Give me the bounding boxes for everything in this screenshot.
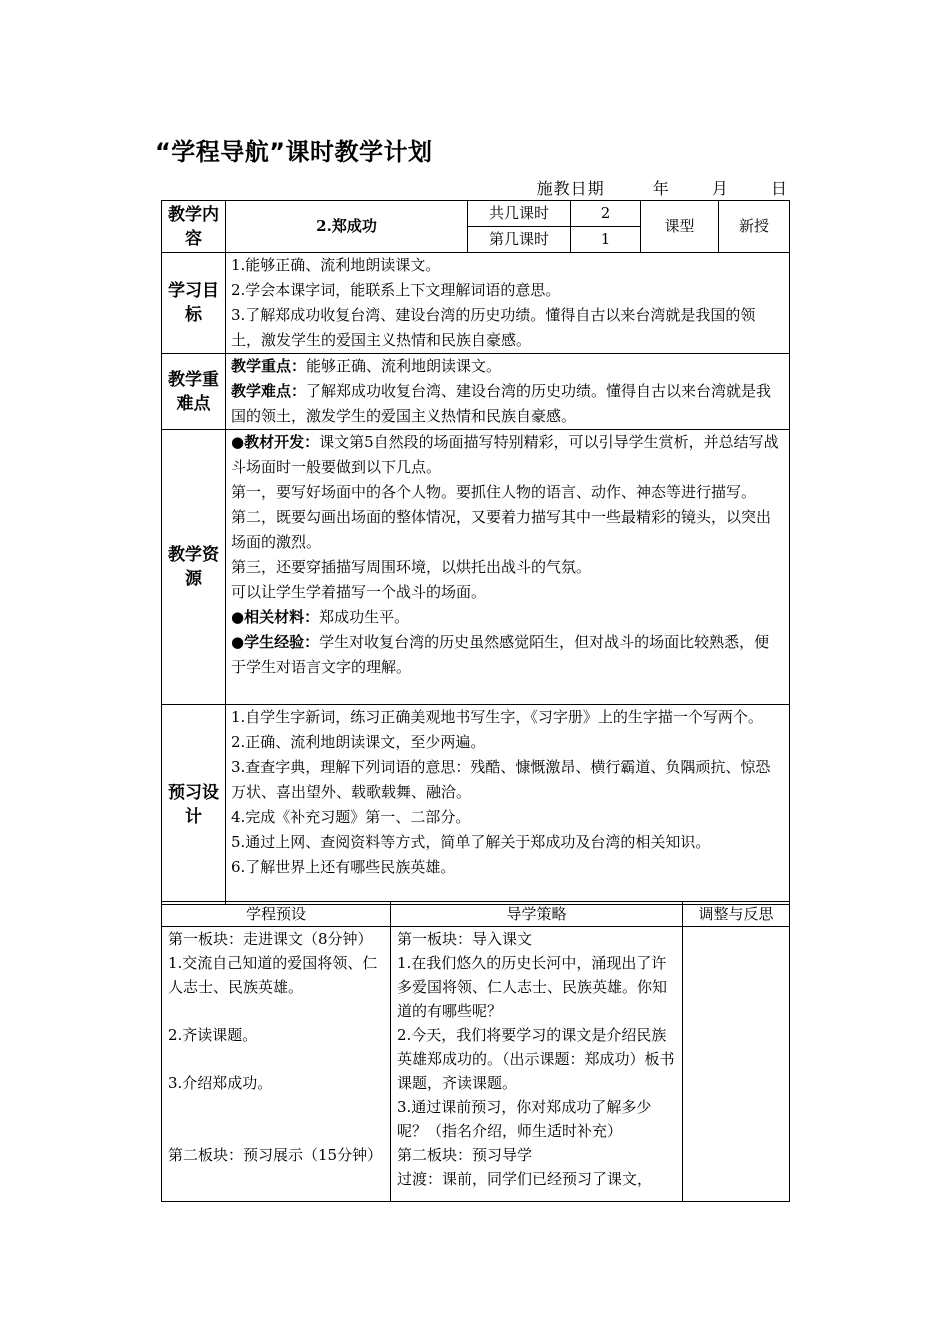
preset-step: 3.介绍郑成功。	[168, 1074, 273, 1092]
date-year: 年	[652, 179, 670, 198]
focus-label: 教学重点：	[231, 357, 307, 375]
preview-item: 1.自学生字新词，练习正确美观地书写生字，《习字册》上的生字描一个写两个。	[231, 708, 763, 726]
strategy-cell	[391, 927, 683, 1202]
strategy-step: 1.在我们悠久的历史长河中，涌现出了许多爱国将领、仁人志士、民族英雄。你知道的有哪些呢？	[397, 954, 668, 1020]
preview-label: 预习设计	[162, 705, 226, 905]
total-periods-label: 共几课时	[468, 201, 571, 227]
total-periods-value: 2	[571, 201, 641, 227]
content-label: 教学内容	[162, 201, 226, 253]
current-period-value: 1	[571, 227, 641, 253]
objective-item: 1.能够正确、流利地朗读课文。	[231, 256, 441, 274]
focus-text: 能够正确、流利地朗读课文。	[306, 357, 502, 375]
objective-item: 2.学会本课字词，能联系上下文理解词语的意思。	[231, 281, 561, 299]
preset-block: 第一板块：走进课文（8分钟）	[168, 930, 373, 948]
strategy-step: 3.通过课前预习，你对郑成功了解多少呢？（指名介绍，师生适时补充）	[397, 1098, 652, 1140]
preview-item: 6.了解世界上还有哪些民族英雄。	[231, 858, 456, 876]
teaching-date	[537, 176, 788, 199]
date-month: 月	[711, 179, 729, 198]
strategy-block: 第一板块：导入课文	[397, 930, 533, 948]
preview-item: 4.完成《补充习题》第一、二部分。	[231, 808, 471, 826]
process-table	[161, 901, 790, 1202]
key-points-label: 教学重难点	[162, 354, 226, 430]
resource-point: 第二，既要勾画出场面的整体情况，又要着力描写其中一些最精彩的镜头，以突出场面的激烈。	[231, 508, 772, 551]
resource-point: 可以让学生学着描写一个战斗的场面。	[231, 583, 487, 601]
experience-label: ●学生经验：	[231, 633, 320, 651]
preview-item: 2.正确、流利地朗读课文，至少两遍。	[231, 733, 486, 751]
strategy-step: 2.今天，我们将要学习的课文是介绍民族英雄郑成功的。（出示课题：郑成功）板书课题，齐读课题。	[397, 1026, 675, 1092]
preview-item: 3.查查字典，理解下列词语的意思：残酷、慷慨激昂、横行霸道、负隅顽抗、惊恐万状、喜出望外、载歌载舞、融洽。	[231, 758, 771, 801]
key-points-cell	[226, 354, 790, 430]
objectives-label: 学习目标	[162, 253, 226, 354]
dev-text: 课文第5自然段的场面描写特别精彩，可以引导学生赏析，并总结写战斗场面时一般要做到以下几点。	[231, 433, 779, 476]
resources-cell	[226, 430, 790, 705]
dev-label: ●教材开发：	[231, 433, 320, 451]
preset-cell	[162, 927, 391, 1202]
objective-item: 3.了解郑成功收复台湾、建设台湾的历史功绩。懂得自古以来台湾就是我国的领土，激发学生的爱国主义热情和民族自豪感。	[231, 306, 756, 349]
current-period-label: 第几课时	[468, 227, 571, 253]
date-day: 日	[770, 179, 788, 198]
preset-step: 1.交流自己知道的爱国将领、仁人志士、民族英雄。	[168, 954, 378, 996]
date-label: 施教日期	[536, 179, 605, 198]
strategy-block: 第二板块：预习导学	[397, 1146, 533, 1164]
preview-item: 5.通过上网、查阅资料等方式，简单了解关于郑成功及台湾的相关知识。	[231, 833, 711, 851]
resources-label: 教学资源	[162, 430, 226, 705]
preview-cell	[226, 705, 790, 905]
strategy-step: 过渡：课前，同学们已经预习了课文，	[397, 1170, 653, 1188]
type-value: 新授	[719, 201, 790, 253]
col-head-strategy: 导学策略	[391, 902, 683, 927]
resource-point: 第一，要写好场面中的各个人物。要抓住人物的语言、动作、神态等进行描写。	[231, 483, 757, 501]
col-head-reflection: 调整与反思	[683, 902, 790, 927]
page-title: “学程导航”课时教学计划	[155, 138, 433, 166]
experience-text: 学生对收复台湾的历史虽然感觉陌生，但对战斗的场面比较熟悉，便于学生对语言文字的理解。	[231, 633, 770, 676]
type-label: 课型	[641, 201, 719, 253]
material-label: ●相关材料：	[231, 608, 320, 626]
difficulty-label: 教学难点：	[231, 382, 307, 400]
preset-block: 第二板块：预习展示（15分钟）	[168, 1146, 383, 1164]
difficulty-text: 了解郑成功收复台湾、建设台湾的历史功绩。懂得自古以来台湾就是我国的领土，激发学生的爱国主义热情和民族自豪感。	[231, 382, 772, 425]
preset-step: 2.齐读课题。	[168, 1026, 258, 1044]
material-text: 郑成功生平。	[319, 608, 410, 626]
col-head-preset: 学程预设	[162, 902, 391, 927]
objectives-cell	[226, 253, 790, 354]
resource-point: 第三，还要穿插描写周围环境，以烘托出战斗的气氛。	[231, 558, 592, 576]
lesson-title: 2.郑成功	[226, 201, 468, 253]
reflection-cell	[683, 927, 790, 1202]
plan-table	[161, 200, 790, 905]
